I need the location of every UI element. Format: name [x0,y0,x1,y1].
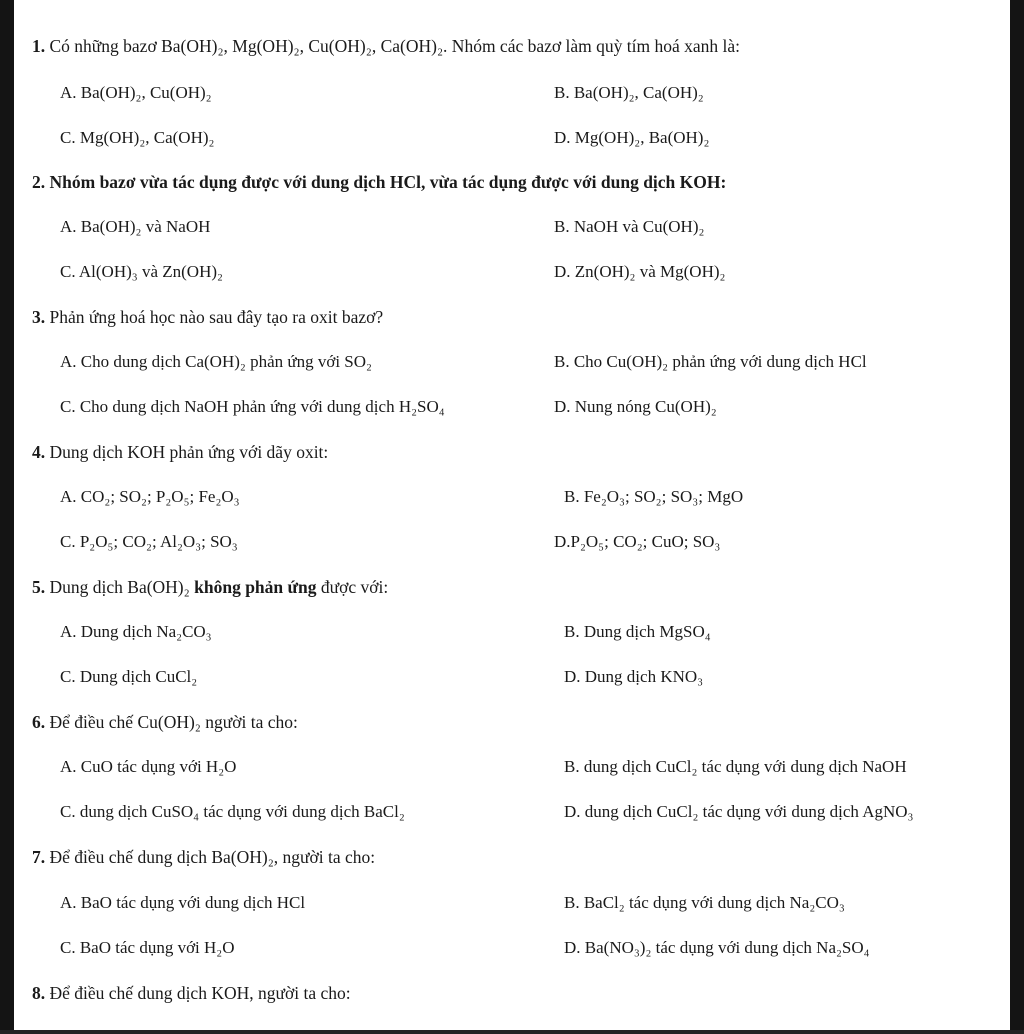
question-7 [32,847,375,868]
question-number: 5. [32,577,46,597]
q5-option-b: B. Dung dịch MgSO₄ [564,622,711,641]
q2-option-d: D. Zn(OH)₂ và Mg(OH)₂ [554,262,726,281]
q7-option-d: D. Ba(NO₃)₂ tác dụng với dung dịch Na₂SO₄ [564,938,870,957]
question-text: Để điều chế Cu(OH)₂ người ta cho: [49,712,298,732]
q2-option-a: A. Ba(OH)₂ và NaOH [60,217,211,236]
question-text-pre: Dung dịch Ba(OH)₂ [49,577,190,597]
question-1 [32,36,740,57]
question-5 [32,577,388,598]
worksheet-page [14,0,1010,1034]
question-number: 2. [32,172,46,192]
question-4 [32,442,328,463]
question-text-emphasis: không phản ứng [194,577,317,597]
q4-option-d: D.P₂O₅; CO₂; CuO; SO₃ [554,532,721,551]
q3-option-a: A. Cho dung dịch Ca(OH)₂ phản ứng với SO₂ [60,352,372,371]
question-8 [32,983,351,1004]
q7-option-b: B. BaCl₂ tác dụng với dung dịch Na₂CO₃ [564,893,845,912]
question-number: 1. [32,36,46,56]
q1-option-b: B. Ba(OH)₂, Ca(OH)₂ [554,83,704,102]
question-6 [32,712,298,733]
right-dark-border [1010,0,1024,1034]
q6-option-b: B. dung dịch CuCl₂ tác dụng với dung dịch NaOH [564,757,907,776]
question-number: 3. [32,307,46,327]
q4-option-a: A. CO₂; SO₂; P₂O₅; Fe₂O₃ [60,487,240,506]
q2-option-b: B. NaOH và Cu(OH)₂ [554,217,705,236]
question-number: 4. [32,442,46,462]
q1-option-a: A. Ba(OH)₂, Cu(OH)₂ [60,83,212,102]
q6-option-a: A. CuO tác dụng với H₂O [60,757,237,776]
question-text: Để điều chế dung dịch Ba(OH)₂, người ta cho: [49,847,376,867]
q7-option-c: C. BaO tác dụng với H₂O [60,938,235,957]
question-text-post: được với: [320,577,389,597]
left-dark-border [0,0,14,1034]
question-number: 6. [32,712,46,732]
q4-option-b: B. Fe₂O₃; SO₂; SO₃; MgO [564,487,744,506]
question-number: 7. [32,847,46,867]
q5-option-d: D. Dung dịch KNO₃ [564,667,704,686]
q6-option-d: D. dung dịch CuCl₂ tác dụng với dung dịch AgNO₃ [564,802,914,821]
q1-option-c: C. Mg(OH)₂, Ca(OH)₂ [60,128,215,147]
q5-option-a: A. Dung dịch Na₂CO₃ [60,622,212,641]
q3-option-c: C. Cho dung dịch NaOH phản ứng với dung dịch H₂SO₄ [60,397,445,416]
q7-option-a: A. BaO tác dụng với dung dịch HCl [60,893,306,912]
question-text: Để điều chế dung dịch KOH, người ta cho: [49,983,351,1003]
q5-option-c: C. Dung dịch CuCl₂ [60,667,198,686]
q3-option-d: D. Nung nóng Cu(OH)₂ [554,397,717,416]
q1-option-d: D. Mg(OH)₂, Ba(OH)₂ [554,128,710,147]
question-text: Dung dịch KOH phản ứng với dãy oxit: [49,442,329,462]
q3-option-b: B. Cho Cu(OH)₂ phản ứng với dung dịch HCl [554,352,867,371]
question-text: Nhóm bazơ vừa tác dụng được với dung dịch HCl, vừa tác dụng được với dung dịch KOH: [49,172,727,192]
q2-option-c: C. Al(OH)₃ và Zn(OH)₂ [60,262,223,281]
question-text: Có những bazơ Ba(OH)₂, Mg(OH)₂, Cu(OH)₂, Ca(OH)₂. Nhóm các bazơ làm quỳ tím hoá xanh là: [49,36,741,56]
question-number: 8. [32,983,46,1003]
question-text: Phản ứng hoá học nào sau đây tạo ra oxit bazơ? [49,307,384,327]
q4-option-c: C. P₂O₅; CO₂; Al₂O₃; SO₃ [60,532,238,551]
bottom-border [0,1030,1024,1034]
question-2 [32,172,726,193]
question-3 [32,307,383,328]
q6-option-c: C. dung dịch CuSO₄ tác dụng với dung dịch BaCl₂ [60,802,405,821]
